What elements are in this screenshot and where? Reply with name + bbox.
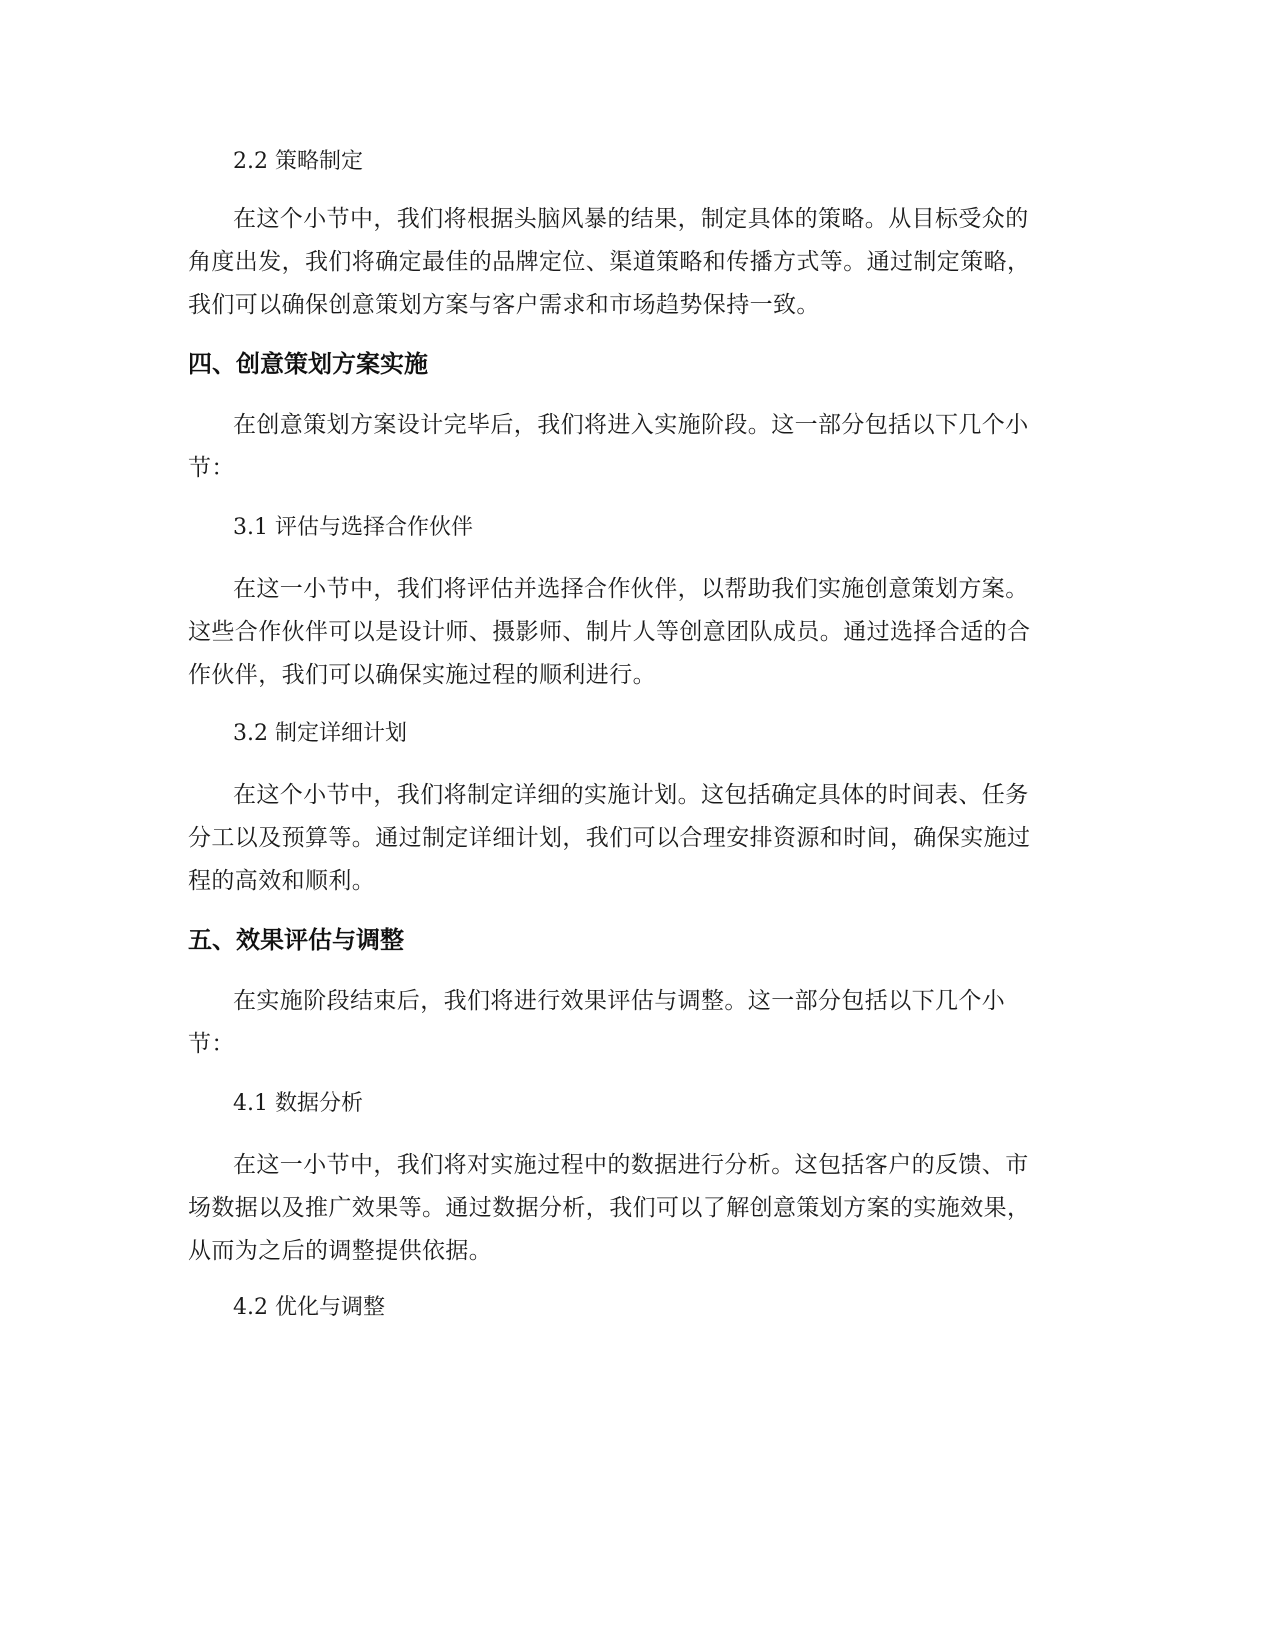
paragraph-line: 程的高效和顺利。 <box>188 868 376 894</box>
subsection-title-3-1: 3.1 评估与选择合作伙伴 <box>233 515 473 540</box>
paragraph-section-5-intro <box>188 980 1088 1066</box>
paragraph-line: 在这个小节中，我们将根据头脑风暴的结果，制定具体的策略。从目标受众的 <box>233 206 1029 232</box>
paragraph-line: 从而为之后的调整提供依据。 <box>188 1238 493 1264</box>
paragraph-line: 在这一小节中，我们将评估并选择合作伙伴，以帮助我们实施创意策划方案。 <box>233 576 1029 602</box>
paragraph-line: 节： <box>188 455 235 481</box>
paragraph-line: 在这个小节中，我们将制定详细的实施计划。这包括确定具体的时间表、任务 <box>233 782 1029 808</box>
subsection-title-4-2: 4.2 优化与调整 <box>233 1295 385 1320</box>
section-heading-5: 五、效果评估与调整 <box>188 926 404 954</box>
subsection-title-4-1: 4.1 数据分析 <box>233 1091 363 1116</box>
paragraph-line: 角度出发，我们将确定最佳的品牌定位、渠道策略和传播方式等。通过制定策略， <box>188 249 1031 275</box>
paragraph-line: 作伙伴，我们可以确保实施过程的顺利进行。 <box>188 662 656 688</box>
paragraph-line: 节： <box>188 1031 235 1057</box>
paragraph-4-1 <box>188 1144 1088 1273</box>
subsection-title-2-2: 2.2 策略制定 <box>233 149 363 174</box>
section-heading-4: 四、创意策划方案实施 <box>188 350 428 378</box>
paragraph-3-1 <box>188 568 1088 697</box>
paragraph-3-2 <box>188 774 1088 903</box>
paragraph-2-2 <box>188 198 1088 327</box>
paragraph-section-4-intro <box>188 404 1088 490</box>
paragraph-line: 在实施阶段结束后，我们将进行效果评估与调整。这一部分包括以下几个小 <box>233 988 1006 1014</box>
paragraph-line: 场数据以及推广效果等。通过数据分析，我们可以了解创意策划方案的实施效果， <box>188 1195 1031 1221</box>
paragraph-line: 这些合作伙伴可以是设计师、摄影师、制片人等创意团队成员。通过选择合适的合 <box>188 619 1031 645</box>
paragraph-line: 在这一小节中，我们将对实施过程中的数据进行分析。这包括客户的反馈、市 <box>233 1152 1029 1178</box>
subsection-title-3-2: 3.2 制定详细计划 <box>233 721 407 746</box>
paragraph-line: 在创意策划方案设计完毕后，我们将进入实施阶段。这一部分包括以下几个小 <box>233 412 1029 438</box>
paragraph-line: 我们可以确保创意策划方案与客户需求和市场趋势保持一致。 <box>188 292 820 318</box>
paragraph-line: 分工以及预算等。通过制定详细计划，我们可以合理安排资源和时间，确保实施过 <box>188 825 1031 851</box>
